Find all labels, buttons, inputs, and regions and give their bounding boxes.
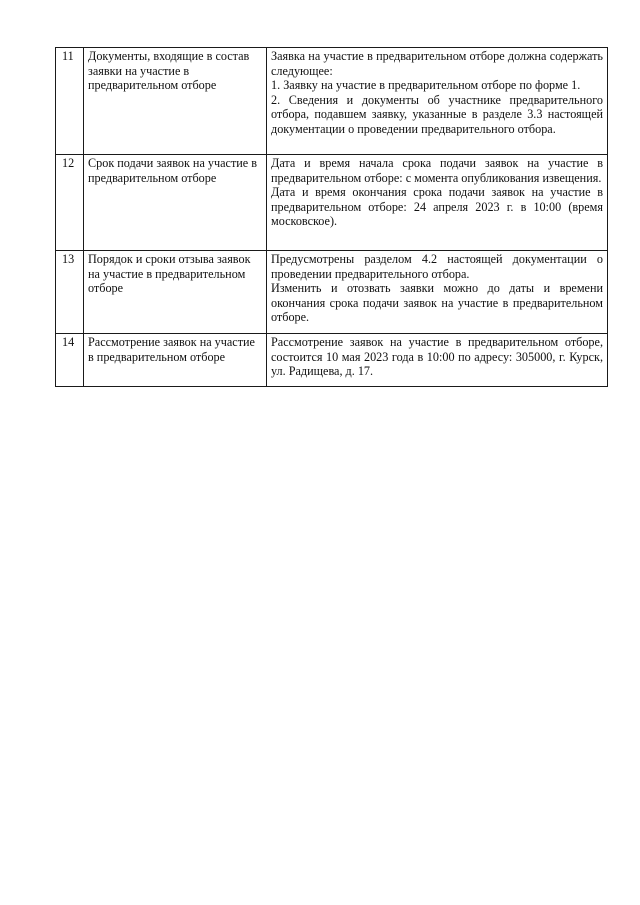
table-row xyxy=(56,334,608,387)
row-title: Рассмотрение заявок на участие в предварительном отборе xyxy=(84,334,267,387)
content-paragraph: 2. Сведения и документы об участнике предварительного отбора, подавшем заявку, указанные в разделе 3.3 настоящей документации о проведении предварительного отбора. xyxy=(271,92,603,136)
row-number: 14 xyxy=(56,334,84,387)
content-paragraph: Предусмотрены разделом 4.2 настоящей документации о проведении предварительного отбора. xyxy=(271,252,603,281)
row-title: Срок подачи заявок на участие в предварительном отборе xyxy=(84,155,267,251)
content-paragraph: Заявка на участие в предварительном отборе должна содержать следующее: xyxy=(271,49,603,78)
content-paragraph: Рассмотрение заявок на участие в предварительном отборе, состоится 10 мая 2023 года в 10:00 по адресу: 305000, г. Курск, ул. Радищева, д. 17. xyxy=(271,335,603,379)
table-row xyxy=(56,155,608,251)
row-content xyxy=(267,48,608,155)
procurement-terms-table xyxy=(55,47,608,387)
row-number: 12 xyxy=(56,155,84,251)
content-paragraph: 1. Заявку на участие в предварительном отборе по форме 1. xyxy=(271,78,581,93)
row-number: 13 xyxy=(56,251,84,334)
row-title: Порядок и сроки отзыва заявок на участие в предварительном отборе xyxy=(84,251,267,334)
content-paragraph: Дата и время начала срока подачи заявок на участие в предварительном отборе: с момента опубликования извещения. xyxy=(271,156,603,185)
row-content xyxy=(267,155,608,251)
content-paragraph: Изменить и отозвать заявки можно до даты и времени окончания срока подачи заявок на участие в предварительном отборе. xyxy=(271,281,603,325)
row-content xyxy=(267,251,608,334)
row-number: 11 xyxy=(56,48,84,155)
content-paragraph: Дата и время окончания срока подачи заявок на участие в предварительном отборе: 24 апреля 2023 г. в 10:00 (время московское). xyxy=(271,185,603,229)
row-content xyxy=(267,334,608,387)
table-row xyxy=(56,251,608,334)
table-row xyxy=(56,48,608,155)
row-title: Документы, входящие в состав заявки на участие в предварительном отборе xyxy=(84,48,267,155)
